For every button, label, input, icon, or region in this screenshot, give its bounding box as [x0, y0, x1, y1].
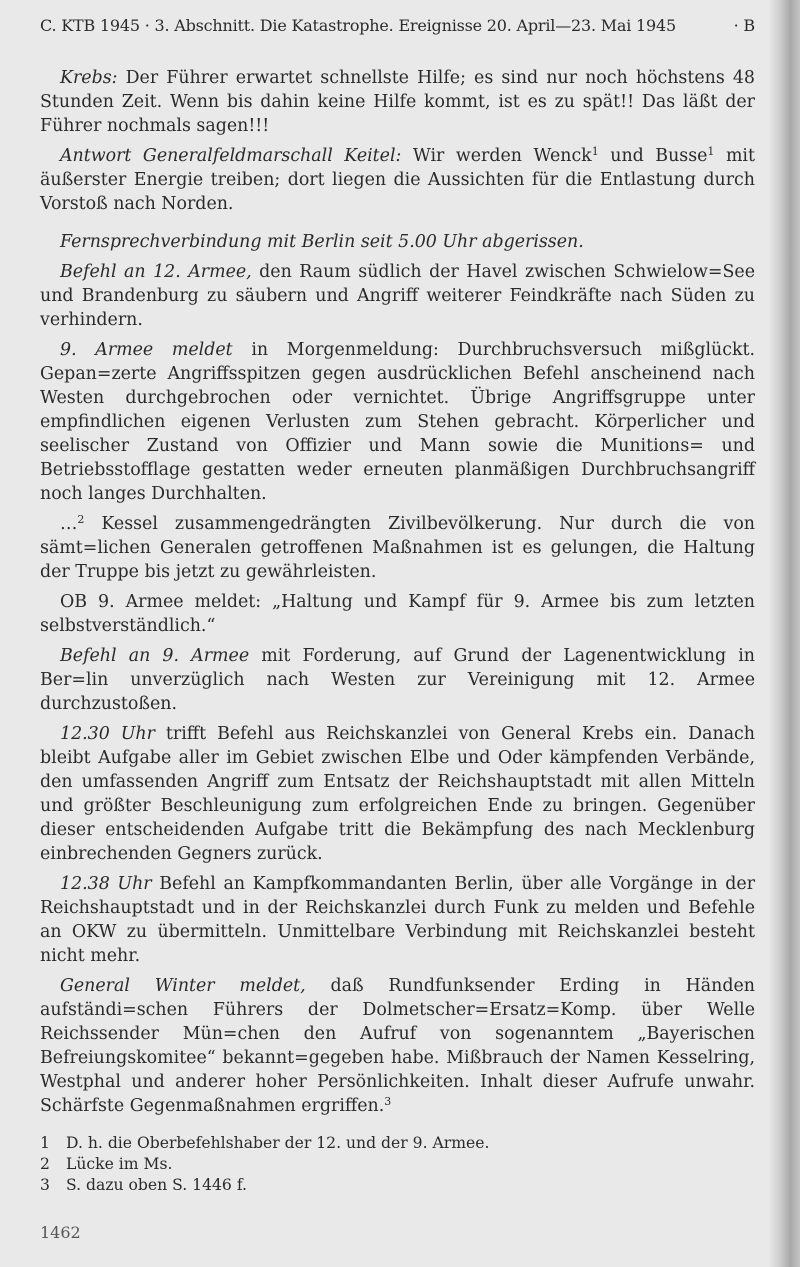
- paragraph-befehl-9: [40, 644, 755, 716]
- report-label: Armee meldet: [76, 340, 233, 360]
- paragraph-9-armee: [40, 338, 755, 506]
- paragraph-text: trifft Befehl aus Reichskanzlei von General Krebs ein. Danach bleibt Aufgabe aller im Gebiet zwischen Elbe und Oder kämpfenden Verbände, den umfassenden Angriff zum Entsatz der Reichshauptstadt mit allen Mitteln und größter Beschleunigung zum erfolgreichen Ende zu bringen. Gegenüber dieser entscheidenden Aufgabe tritt die Bekämpfung des nach Mecklenburg einbrechenden Gegners zurück.: [40, 724, 755, 864]
- paragraph-text: mit äußerster Energie treiben; dort liegen die Aussichten für die Entlastung durch Vorstoß nach Norden.: [40, 146, 755, 214]
- paragraph-text: Fernsprechverbindung mit Berlin seit 5.00 Uhr abgerissen.: [60, 232, 584, 252]
- paragraph-fernsprech: [40, 230, 755, 254]
- report-number: 9.: [60, 340, 77, 360]
- order-label: Befehl an 12. Armee,: [60, 262, 252, 282]
- running-header-title: C. KTB 1945 · 3. Abschnitt. Die Katastrophe. Ereignisse 20. April—23. Mai 1945: [40, 16, 676, 35]
- footnotes: [40, 1133, 755, 1196]
- time-label: 12.38 Uhr: [60, 874, 152, 894]
- paragraph-1230: [40, 722, 755, 866]
- footnote-ref[interactable]: 1: [591, 145, 599, 158]
- paragraph-keitel: [40, 144, 755, 216]
- page-body: [40, 66, 755, 1118]
- footnote-number: 1: [40, 1134, 50, 1152]
- footnote-ref[interactable]: 3: [384, 1095, 392, 1108]
- report-label: General Winter meldet,: [60, 976, 306, 996]
- footnote-item: [40, 1154, 755, 1175]
- ellipsis: …: [60, 514, 78, 534]
- footnote-item: [40, 1175, 755, 1196]
- footnote-text: Lücke im Ms.: [66, 1155, 173, 1173]
- footnote-ref[interactable]: 2: [77, 513, 85, 526]
- footnote-number: 2: [40, 1155, 50, 1173]
- paragraph-text: mit Forderung, auf Grund der Lagenentwicklung in Ber=lin unverzüglich nach Westen zur Vereinigung mit 12. Armee durchzustoßen.: [40, 646, 755, 714]
- running-header: [40, 16, 755, 35]
- page-number: 1462: [40, 1223, 81, 1242]
- footnote-text: S. dazu oben S. 1446 f.: [66, 1176, 247, 1194]
- time-label: 12.30 Uhr: [60, 724, 155, 744]
- footnote-number: 3: [40, 1176, 50, 1194]
- speaker-label: Antwort Generalfeldmarschall Keitel:: [60, 146, 402, 166]
- paragraph-text: Der Führer erwartet schnellste Hilfe; es sind nur noch höchstens 48 Stunden Zeit. Wenn bis dahin keine Hilfe kommt, ist es zu spät!! Das läßt der Führer nochmals sagen!!!: [40, 68, 755, 136]
- paragraph-text: daß Rundfunksender Erding in Händen aufständi=schen Führers der Dolmetscher=Ersatz=Komp. über Welle Reichssender Mün=chen den Aufruf von sogenanntem „Bayerischen Befreiungskomitee“ bekannt=gegeben habe. Mißbrauch der Namen Kesselring, Westphal und anderer hoher Persönlichkeiten. Inhalt dieser Aufrufe unwahr. Schärfste Gegenmaßnahmen ergriffen.: [40, 976, 755, 1116]
- paragraph-kessel: [40, 512, 755, 584]
- speaker-label: Krebs:: [60, 68, 118, 88]
- paragraph-ob-9: [40, 590, 755, 638]
- paragraph-text: Kessel zusammengedrängten Zivilbevölkerung. Nur durch die von sämt=lichen Generalen getroffenen Maßnahmen ist es gelungen, die Haltung der Truppe bis jetzt zu gewährleisten.: [40, 514, 755, 582]
- paragraph-befehl-12: [40, 260, 755, 332]
- paragraph-winter: [40, 974, 755, 1118]
- paragraph-text: Wir werden Wenck: [401, 146, 592, 166]
- footnote-item: [40, 1133, 755, 1154]
- paragraph-text: und Busse: [598, 146, 708, 166]
- running-header-section: · B: [733, 16, 755, 35]
- paragraph-1238: [40, 872, 755, 968]
- paragraph-text: Befehl an Kampfkommandanten Berlin, über alle Vorgänge in der Reichshauptstadt und in der Reichskanzlei durch Funk zu melden und Befehle an OKW zu übermitteln. Unmittelbare Verbindung mit Reichskanzlei besteht nicht mehr.: [40, 874, 756, 966]
- paragraph-text: den Raum südlich der Havel zwischen Schwielow=See und Brandenburg zu säubern und Angriff weiterer Feindkräfte nach Süden zu verhindern.: [40, 262, 755, 330]
- order-label: Befehl an 9. Armee: [60, 646, 250, 666]
- book-gutter-shadow: [768, 0, 800, 1267]
- footnote-text: D. h. die Oberbefehlshaber der 12. und der 9. Armee.: [66, 1134, 490, 1152]
- footnote-ref[interactable]: 1: [707, 145, 715, 158]
- paragraph-krebs: [40, 66, 755, 138]
- paragraph-text: in Morgenmeldung: Durchbruchsversuch mißglückt. Gepan=zerte Angriffsspitzen gegen ausdrücklichen Befehl anscheinend nach Westen durchgebrochen oder vernichtet. Übrige Angriffsgruppe unter empfindlichen eigenen Verlusten zum Stehen gebracht. Körperlicher und seelischer Zustand von Offizier und Mann sowie die Munitions= und Betriebsstofflage gestatten weder erneuten planmäßigen Durchbruchsangriff noch langes Durchhalten.: [40, 340, 756, 504]
- paragraph-text: OB 9. Armee meldet: „Haltung und Kampf für 9. Armee bis zum letzten selbstverständlich.“: [40, 592, 755, 636]
